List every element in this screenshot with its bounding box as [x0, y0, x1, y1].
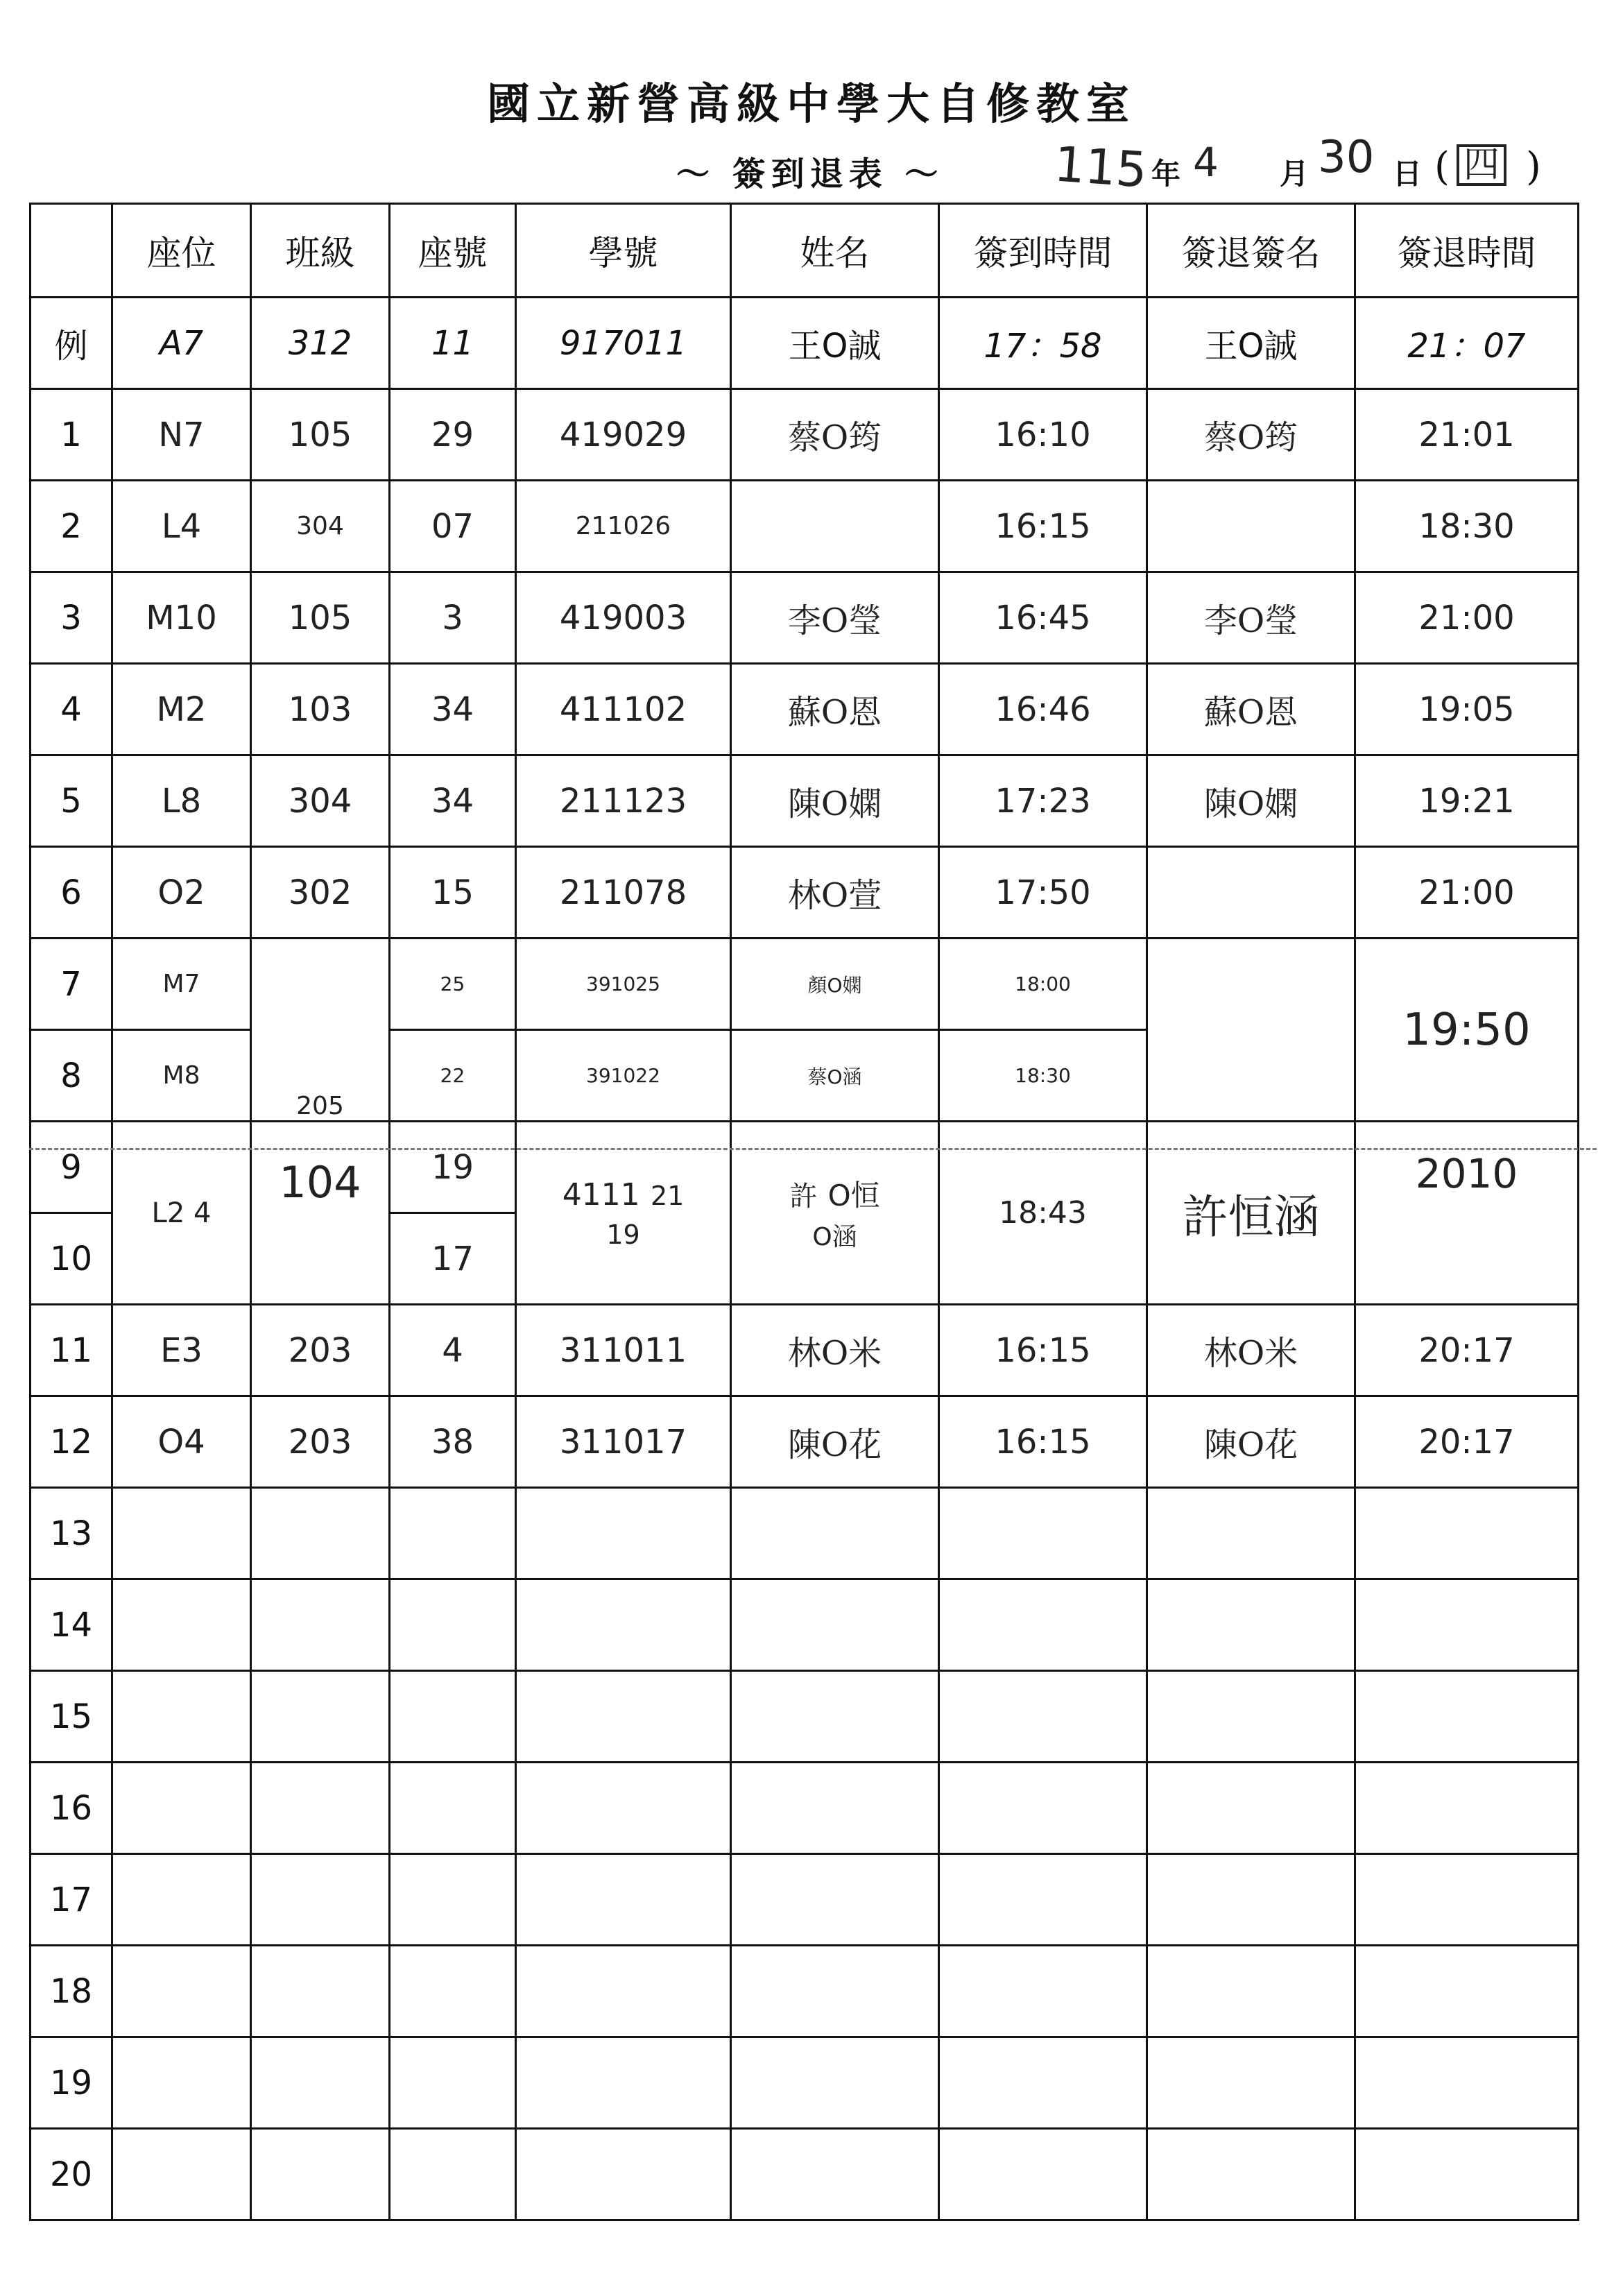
cell-seat — [112, 1854, 251, 1946]
cell-sign-out — [1355, 1488, 1579, 1579]
table-row — [31, 847, 1579, 939]
cell-class — [251, 1671, 390, 1763]
cell-number: 19 — [390, 1122, 516, 1213]
cell-sign-in: 17:23 — [939, 755, 1147, 847]
cell-seat — [112, 1946, 251, 2037]
cell-sign-in — [939, 2129, 1147, 2220]
table-row — [31, 1488, 1579, 1579]
cell-sign-in — [939, 1579, 1147, 1671]
cell-number — [390, 1854, 516, 1946]
cell-class: 312 — [251, 298, 390, 389]
cell-number: 34 — [390, 755, 516, 847]
sign-in-table — [29, 203, 1579, 2221]
cell-number — [390, 1763, 516, 1854]
cell-sign-out-name: 林O米 — [1147, 1305, 1355, 1396]
cell-name: 陳O花 — [731, 1396, 939, 1488]
table-row — [31, 1854, 1579, 1946]
cell-class: 103 — [251, 664, 390, 755]
table-row — [31, 572, 1579, 664]
cell-student-id: 391022 — [516, 1030, 731, 1122]
row-number: 10 — [31, 1213, 112, 1305]
cell-sign-out-name: 陳O花 — [1147, 1396, 1355, 1488]
cell-number: 4 — [390, 1305, 516, 1396]
cell-sign-in — [939, 1854, 1147, 1946]
cell-student-id — [516, 1488, 731, 1579]
cell-name — [731, 2037, 939, 2129]
cell-student-id — [516, 2037, 731, 2129]
cell-number — [390, 2037, 516, 2129]
row-number: 7 — [31, 939, 112, 1030]
cell-student-id: 917011 — [516, 298, 731, 389]
cell-class — [251, 2129, 390, 2220]
cell-sign-out: 21:00 — [1355, 572, 1579, 664]
cell-student-id: 211026 — [516, 481, 731, 572]
date-paren-close: ) — [1526, 144, 1541, 189]
cell-number: 25 — [390, 939, 516, 1030]
cell-class — [251, 1579, 390, 1671]
cell-student-id: 311011 — [516, 1305, 731, 1396]
table-row — [31, 1396, 1579, 1488]
row-number: 19 — [31, 2037, 112, 2129]
cell-seat: M8 — [112, 1030, 251, 1122]
table-row — [31, 1946, 1579, 2037]
cell-sign-out-name — [1147, 1854, 1355, 1946]
table-row — [31, 1122, 1579, 1213]
cell-seat: L8 — [112, 755, 251, 847]
cell-sign-out-name — [1147, 1671, 1355, 1763]
header-row — [31, 204, 1579, 298]
page-title: 國立新營高級中學大自修教室 — [486, 78, 1136, 129]
cell-class-shared: 205 — [251, 939, 390, 1122]
cell-sign-out: 21：07 — [1355, 298, 1579, 389]
cell-class: 203 — [251, 1305, 390, 1396]
cell-student-id — [516, 1671, 731, 1763]
cell-student-id: 411102 — [516, 664, 731, 755]
cell-name — [731, 2129, 939, 2220]
cell-class — [251, 1854, 390, 1946]
cell-sign-in: 17：58 — [939, 298, 1147, 389]
cell-sign-out — [1355, 2037, 1579, 2129]
row-number: 11 — [31, 1305, 112, 1396]
header-cell-name: 姓名 — [731, 204, 939, 298]
cell-class — [251, 1488, 390, 1579]
cell-sign-out-name: 蘇O恩 — [1147, 664, 1355, 755]
cell-sign-out-name — [1147, 847, 1355, 939]
cell-seat — [112, 1671, 251, 1763]
cell-number — [390, 1579, 516, 1671]
cell-name: 王O誠 — [731, 298, 939, 389]
cell-sign-out-name: 王O誠 — [1147, 298, 1355, 389]
cell-number: 11 — [390, 298, 516, 389]
row-number: 4 — [31, 664, 112, 755]
cell-name: 林O米 — [731, 1305, 939, 1396]
cell-sign-out-name: 陳O嫻 — [1147, 755, 1355, 847]
cell-sign-out: 21:01 — [1355, 389, 1579, 481]
cell-student-id: 211078 — [516, 847, 731, 939]
date-month: 4 — [1193, 139, 1219, 186]
date-day-label: 日 — [1393, 157, 1423, 191]
row-number: 12 — [31, 1396, 112, 1488]
row-number: 3 — [31, 572, 112, 664]
cell-class: 105 — [251, 572, 390, 664]
row-number: 13 — [31, 1488, 112, 1579]
table-row — [31, 1305, 1579, 1396]
row-number: 15 — [31, 1671, 112, 1763]
cell-number: 29 — [390, 389, 516, 481]
row-number: 16 — [31, 1763, 112, 1854]
student-id-suffix-bottom: 19 — [606, 1219, 640, 1250]
row-number: 9 — [31, 1122, 112, 1213]
cell-sign-in: 16:15 — [939, 1396, 1147, 1488]
header-cell-student-id: 學號 — [516, 204, 731, 298]
cell-seat — [112, 2129, 251, 2220]
name-bottom: O涵 — [812, 1222, 857, 1251]
dashed-line — [29, 1148, 1597, 1150]
cell-seat: L4 — [112, 481, 251, 572]
date-day: 30 — [1318, 132, 1375, 183]
cell-seat: M7 — [112, 939, 251, 1030]
cell-sign-out-name — [1147, 1946, 1355, 2037]
cell-class: 105 — [251, 389, 390, 481]
name-top: O恒 — [827, 1178, 880, 1213]
date-month-label: 月 — [1280, 157, 1309, 191]
form-subtitle: ～ 簽到退表 ～ — [676, 155, 944, 194]
row-label: 例 — [31, 298, 112, 389]
cell-student-id: 311017 — [516, 1396, 731, 1488]
cell-seat — [112, 1763, 251, 1854]
cell-sign-out — [1355, 1763, 1579, 1854]
cell-sign-in — [939, 1671, 1147, 1763]
cell-sign-out-name-shared — [1147, 939, 1355, 1122]
cell-sign-in: 18:00 — [939, 939, 1147, 1030]
cell-seat: N7 — [112, 389, 251, 481]
cell-seat: O2 — [112, 847, 251, 939]
cell-number — [390, 1671, 516, 1763]
cell-number: 38 — [390, 1396, 516, 1488]
cell-sign-out-name — [1147, 1488, 1355, 1579]
date-paren-open: ( — [1434, 144, 1450, 189]
cell-student-id — [516, 1946, 731, 2037]
cell-number — [390, 1946, 516, 2037]
cell-number — [390, 1488, 516, 1579]
date-year: 115 — [1052, 135, 1149, 199]
row-number: 18 — [31, 1946, 112, 2037]
cell-sign-out: 18:30 — [1355, 481, 1579, 572]
cell-seat — [112, 2037, 251, 2129]
cell-student-id: 419029 — [516, 389, 731, 481]
date-year-label: 年 — [1151, 157, 1181, 191]
header-cell-sign-in-time: 簽到時間 — [939, 204, 1147, 298]
table-row — [31, 1763, 1579, 1854]
cell-student-id — [516, 2129, 731, 2220]
cell-sign-in — [939, 1763, 1147, 1854]
cell-sign-out — [1355, 1854, 1579, 1946]
cell-sign-in — [939, 1946, 1147, 2037]
cell-number — [390, 2129, 516, 2220]
table-row — [31, 2037, 1579, 2129]
table-row — [31, 664, 1579, 755]
cell-number: 15 — [390, 847, 516, 939]
cell-name — [731, 1488, 939, 1579]
row-number: 14 — [31, 1579, 112, 1671]
cell-student-id — [516, 1579, 731, 1671]
header-cell-index — [31, 204, 112, 298]
table-row — [31, 481, 1579, 572]
name-surname: 許 — [789, 1180, 818, 1213]
cell-class — [251, 2037, 390, 2129]
header-cell-sign-out-name: 簽退簽名 — [1147, 204, 1355, 298]
cell-student-id — [516, 1763, 731, 1854]
cell-number: 34 — [390, 664, 516, 755]
cell-sign-out: 19:21 — [1355, 755, 1579, 847]
table-row — [31, 1671, 1579, 1763]
cell-sign-out: 21:00 — [1355, 847, 1579, 939]
cell-sign-in: 16:46 — [939, 664, 1147, 755]
date-line — [1054, 132, 1554, 208]
cell-name — [731, 1854, 939, 1946]
example-row — [31, 298, 1579, 389]
cell-sign-in — [939, 2037, 1147, 2129]
cell-name — [731, 481, 939, 572]
cell-name — [731, 1579, 939, 1671]
date-weekday: 四 — [1457, 144, 1506, 186]
cell-class: 304 — [251, 755, 390, 847]
row-number: 6 — [31, 847, 112, 939]
row-number: 1 — [31, 389, 112, 481]
cell-sign-out — [1355, 1946, 1579, 2037]
table-row — [31, 389, 1579, 481]
cell-number: 22 — [390, 1030, 516, 1122]
cell-name — [731, 1946, 939, 2037]
cell-seat: M10 — [112, 572, 251, 664]
cell-name: 林O萱 — [731, 847, 939, 939]
row-number: 8 — [31, 1030, 112, 1122]
cell-sign-out — [1355, 1671, 1579, 1763]
cell-name: 李O瑩 — [731, 572, 939, 664]
cell-sign-out-name — [1147, 1763, 1355, 1854]
table-row — [31, 755, 1579, 847]
table-row — [31, 1579, 1579, 1671]
cell-sign-in-shared: 18:43 — [939, 1122, 1147, 1305]
cell-name — [731, 1671, 939, 1763]
row-number: 2 — [31, 481, 112, 572]
cell-class-shared: 104 — [251, 1122, 390, 1305]
cell-seat-shared: L2 4 — [112, 1122, 251, 1305]
cell-seat: M2 — [112, 664, 251, 755]
cell-student-id: 419003 — [516, 572, 731, 664]
cell-student-id — [516, 1854, 731, 1946]
row-number: 20 — [31, 2129, 112, 2220]
cell-sign-out: 19:05 — [1355, 664, 1579, 755]
cell-student-id: 211123 — [516, 755, 731, 847]
cell-number: 3 — [390, 572, 516, 664]
cell-sign-out-name — [1147, 1579, 1355, 1671]
cell-class — [251, 1763, 390, 1854]
cell-seat: O4 — [112, 1396, 251, 1488]
cell-sign-out — [1355, 2129, 1579, 2220]
cell-sign-in: 16:45 — [939, 572, 1147, 664]
table-row — [31, 939, 1579, 1030]
cell-sign-out-name: 李O瑩 — [1147, 572, 1355, 664]
cell-class: 302 — [251, 847, 390, 939]
cell-seat: A7 — [112, 298, 251, 389]
cell-class: 203 — [251, 1396, 390, 1488]
cell-sign-out-name — [1147, 481, 1355, 572]
student-id-prefix: 4111 — [562, 1176, 640, 1213]
header-cell-number: 座號 — [390, 204, 516, 298]
cell-seat — [112, 1488, 251, 1579]
header-cell-seat: 座位 — [112, 204, 251, 298]
table-row — [31, 2129, 1579, 2220]
cell-sign-in — [939, 1488, 1147, 1579]
header-cell-sign-out-time: 簽退時間 — [1355, 204, 1579, 298]
cell-seat: E3 — [112, 1305, 251, 1396]
cell-sign-out-name-shared: 許恒涵 — [1147, 1122, 1355, 1305]
cell-name — [731, 1763, 939, 1854]
cell-name: 顏O嫻 — [731, 939, 939, 1030]
cell-sign-out-name: 蔡O筠 — [1147, 389, 1355, 481]
cell-name: 蔡O涵 — [731, 1030, 939, 1122]
cell-sign-in: 18:30 — [939, 1030, 1147, 1122]
cell-sign-out-name — [1147, 2129, 1355, 2220]
row-number: 17 — [31, 1854, 112, 1946]
cell-name: 蘇O恩 — [731, 664, 939, 755]
cell-number: 07 — [390, 481, 516, 572]
student-id-suffix-top: 21 — [650, 1180, 685, 1211]
header-cell-class: 班級 — [251, 204, 390, 298]
cell-name: 陳O嫻 — [731, 755, 939, 847]
cell-sign-in: 17:50 — [939, 847, 1147, 939]
row-number: 5 — [31, 755, 112, 847]
cell-sign-in: 16:15 — [939, 1305, 1147, 1396]
cell-sign-out: 20:17 — [1355, 1396, 1579, 1488]
cell-sign-out-name — [1147, 2037, 1355, 2129]
cell-sign-in: 16:10 — [939, 389, 1147, 481]
cell-sign-out: 20:17 — [1355, 1305, 1579, 1396]
cell-sign-in: 16:15 — [939, 481, 1147, 572]
cell-sign-out-shared: 19:50 — [1355, 939, 1579, 1122]
cell-class: 304 — [251, 481, 390, 572]
cell-seat — [112, 1579, 251, 1671]
cell-sign-out-shared: 2010 — [1355, 1122, 1579, 1305]
cell-number: 17 — [390, 1213, 516, 1305]
cell-student-id: 391025 — [516, 939, 731, 1030]
cell-sign-out — [1355, 1579, 1579, 1671]
cell-class — [251, 1946, 390, 2037]
cell-name: 蔡O筠 — [731, 389, 939, 481]
